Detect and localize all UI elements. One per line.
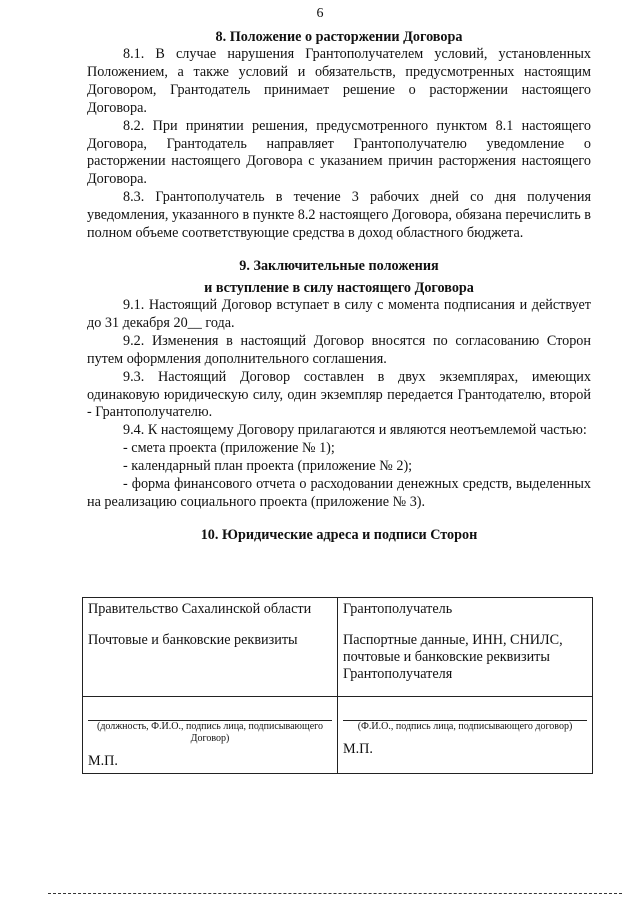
footer-divider xyxy=(48,893,622,894)
list-item-appendix-1: - смета проекта (приложение № 1); xyxy=(123,440,335,457)
grantee-stamp-label: М.П. xyxy=(343,741,373,757)
grantor-name: Правительство Сахалинской области xyxy=(88,601,312,617)
section-8-heading: 8. Положение о расторжении Договора xyxy=(215,29,463,45)
grantor-signature-caption: (должность, Ф.И.О., подпись лица, подписывающего Договор) xyxy=(97,721,323,744)
page-number: 6 xyxy=(316,6,324,21)
grantee-signature-cell xyxy=(338,697,593,774)
grantee-cell xyxy=(338,598,593,697)
grantee-name: Грантополучатель xyxy=(343,601,453,617)
paragraph-9-3: 9.3. Настоящий Договор составлен в двух экземплярах, имеющих одинаковую юридическую силу, один экземпляр передается Грантодателю, второй - Грантополучателю. xyxy=(87,368,591,421)
grantor-cell xyxy=(83,598,338,697)
document-body xyxy=(87,28,591,544)
signature-table xyxy=(82,597,593,774)
grantee-signature-caption: (Ф.И.О., подпись лица, подписывающего договор) xyxy=(357,721,573,732)
section-9-heading-line2: и вступление в силу настоящего Договора xyxy=(204,279,474,296)
grantor-stamp-label: М.П. xyxy=(88,753,118,769)
paragraph-9-1: 9.1. Настоящий Договор вступает в силу с момента подписания и действует до 31 декабря 20__ года. xyxy=(87,296,591,331)
paragraph-8-3: 8.3. Грантополучатель в течение 3 рабочих дней со дня получения уведомления, указанного в пункте 8.2 настоящего Договора, обязана перечислить в полном объеме соответствующие средства в доход областного бюджета. xyxy=(87,189,591,242)
paragraph-9-2: 9.2. Изменения в настоящий Договор вносятся по согласованию Сторон путем оформления дополнительного соглашения. xyxy=(87,332,591,367)
grantee-details: Паспортные данные, ИНН, СНИЛС, почтовые и банковские реквизиты Грантополучателя xyxy=(343,632,563,682)
paragraph-8-2: 8.2. При принятии решения, предусмотренного пунктом 8.1 настоящего Договора, Грантодатель направляет Грантополучателю уведомление о расторжении настоящего Договора с указанием причин расторжения настоящего Договора. xyxy=(87,117,591,188)
paragraph-8-1: 8.1. В случае нарушения Грантополучателем условий, установленных Положением, а также условий и обязательств, предусмотренных настоящим Договором, Грантодатель принимает решение о расторжении настоящего Договора. xyxy=(87,46,591,116)
grantor-signature-cell xyxy=(83,697,338,774)
list-item-appendix-3: - форма финансового отчета о расходовании денежных средств, выделенных на реализацию социального проекта (приложение № 3). xyxy=(87,476,591,510)
list-item-appendix-2: - календарный план проекта (приложение № 2); xyxy=(123,458,413,475)
paragraph-9-4: 9.4. К настоящему Договору прилагаются и являются неотъемлемой частью: xyxy=(123,422,587,439)
section-9-heading-line1: 9. Заключительные положения xyxy=(239,257,439,274)
section-10-heading: 10. Юридические адреса и подписи Сторон xyxy=(200,526,478,543)
grantor-details: Почтовые и банковские реквизиты xyxy=(88,632,298,648)
